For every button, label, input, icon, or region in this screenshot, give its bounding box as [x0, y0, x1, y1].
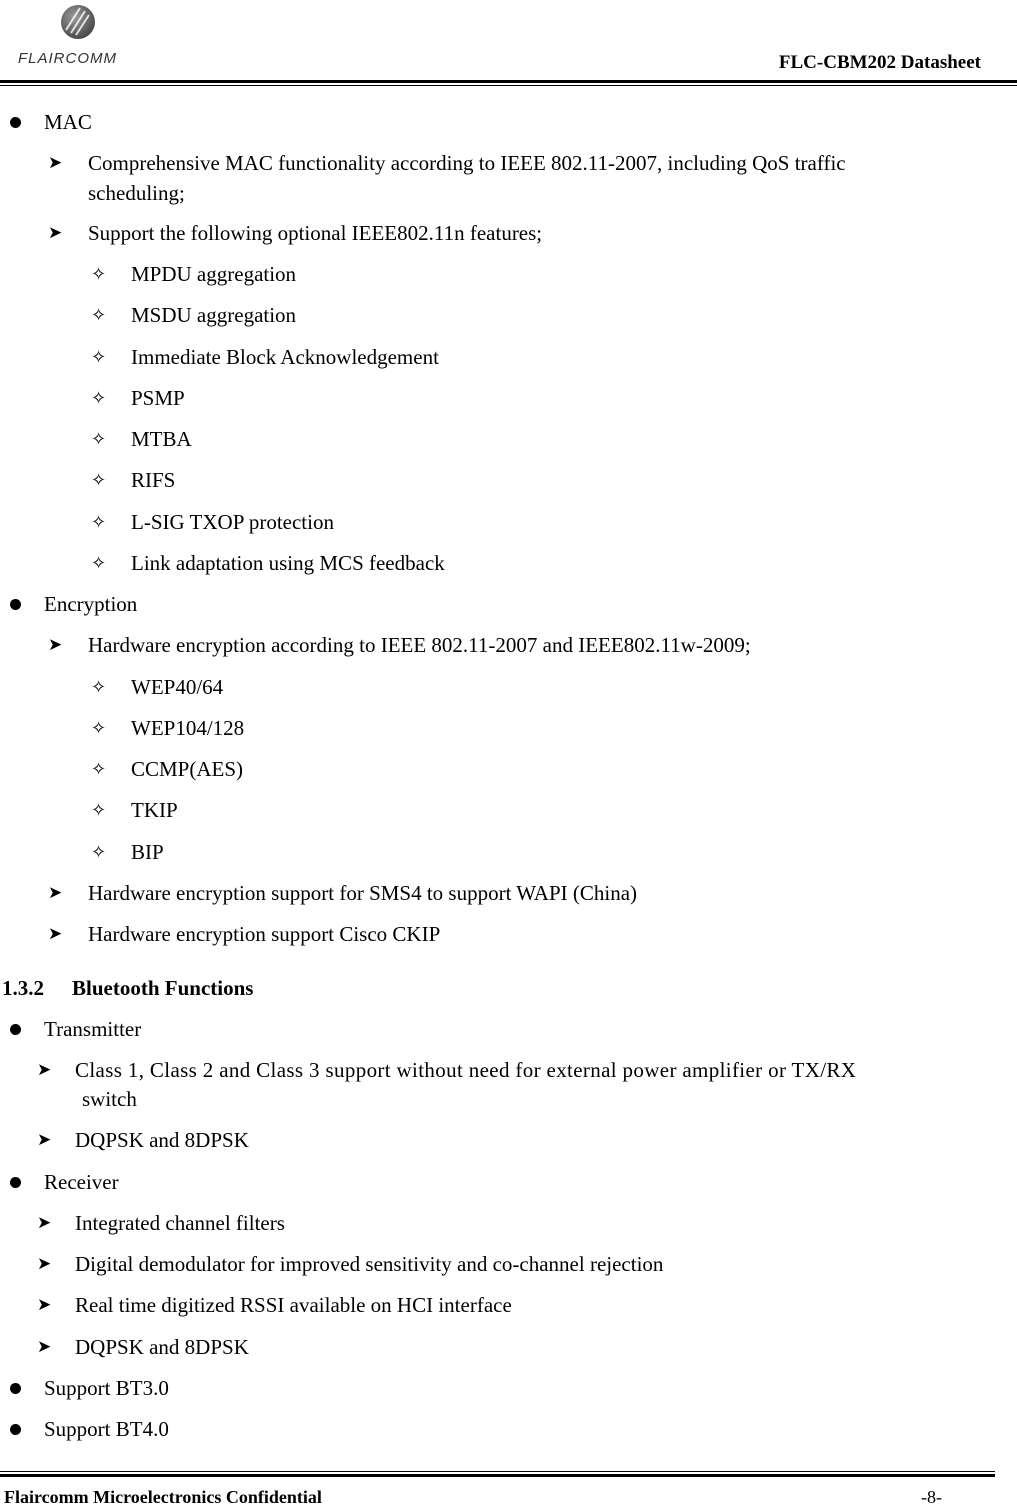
header-rule	[0, 80, 1017, 83]
arrowhead-bullet-icon: ➤	[48, 883, 63, 902]
section-heading	[2, 974, 253, 1002]
arrowhead-bullet-icon: ➤	[48, 635, 63, 654]
list-item	[48, 879, 638, 907]
list-item	[91, 549, 445, 577]
list-item	[91, 714, 245, 742]
header-rule-thin	[0, 85, 1017, 86]
list-item	[91, 301, 297, 329]
item-text: DQPSK and 8DPSK	[75, 1335, 249, 1359]
list-item	[91, 343, 439, 371]
item-text: RIFS	[131, 468, 176, 492]
list-item	[44, 590, 137, 618]
list-item	[48, 149, 846, 177]
four-point-star-bullet-icon: ✧	[91, 388, 107, 408]
item-text: Support BT3.0	[44, 1376, 169, 1400]
item-text: Class 1, Class 2 and Class 3 support without need for external power amplifier or TX/RX	[75, 1058, 857, 1082]
four-point-star-bullet-icon: ✧	[91, 800, 107, 820]
four-point-star-bullet-icon: ✧	[91, 429, 107, 449]
four-point-star-bullet-icon: ✧	[91, 718, 107, 738]
list-item	[37, 1056, 857, 1084]
footer-rule-thin	[0, 1471, 995, 1472]
footer-rule	[0, 1474, 995, 1477]
list-item	[91, 384, 185, 412]
arrowhead-bullet-icon: ➤	[37, 1060, 52, 1079]
list-item	[44, 1415, 169, 1443]
four-point-star-bullet-icon: ✧	[91, 347, 107, 367]
flaircomm-logo	[14, 0, 134, 70]
item-text: Digital demodulator for improved sensitivity and co-channel rejection	[75, 1252, 664, 1276]
list-item	[91, 755, 244, 783]
item-text: Receiver	[44, 1170, 119, 1194]
item-text: WEP40/64	[131, 675, 224, 699]
list-item	[37, 1333, 249, 1361]
list-item	[91, 260, 297, 288]
list-item	[44, 1374, 169, 1402]
list-item	[44, 1015, 141, 1043]
list-item	[91, 425, 192, 453]
four-point-star-bullet-icon: ✧	[91, 305, 107, 325]
section-title: Bluetooth Functions	[72, 976, 254, 1000]
list-item	[44, 108, 92, 136]
arrowhead-bullet-icon: ➤	[48, 223, 63, 242]
arrowhead-bullet-icon: ➤	[37, 1337, 52, 1356]
filled-circle-bullet-icon	[10, 1024, 21, 1035]
arrowhead-bullet-icon: ➤	[37, 1254, 52, 1273]
filled-circle-bullet-icon	[10, 599, 21, 610]
item-text-continued: switch	[82, 1087, 137, 1111]
item-text: BIP	[131, 840, 164, 864]
item-text: WEP104/128	[131, 716, 245, 740]
list-item	[37, 1209, 285, 1237]
item-text: Immediate Block Acknowledgement	[131, 345, 439, 369]
list-item	[91, 508, 334, 536]
item-text: Transmitter	[44, 1017, 142, 1041]
four-point-star-bullet-icon: ✧	[91, 759, 107, 779]
four-point-star-bullet-icon: ✧	[91, 470, 107, 490]
item-text: MSDU aggregation	[131, 303, 297, 327]
list-item	[37, 1126, 249, 1154]
arrowhead-bullet-icon: ➤	[48, 153, 63, 172]
arrowhead-bullet-icon: ➤	[37, 1213, 52, 1232]
list-item	[91, 466, 176, 494]
list-item	[37, 1291, 512, 1319]
list-item	[91, 796, 178, 824]
item-text: TKIP	[131, 798, 178, 822]
list-item	[48, 219, 543, 247]
item-text: Real time digitized RSSI available on HCI interface	[75, 1293, 512, 1317]
item-text: Link adaptation using MCS feedback	[131, 551, 445, 575]
four-point-star-bullet-icon: ✧	[91, 264, 107, 284]
item-text: Comprehensive MAC functionality according to IEEE 802.11-2007, including QoS traffic	[88, 151, 846, 175]
list-item	[91, 838, 164, 866]
item-text: PSMP	[131, 386, 185, 410]
svg-text:FLAIRCOMM: FLAIRCOMM	[18, 50, 117, 67]
item-text: Support BT4.0	[44, 1417, 169, 1441]
item-text: Integrated channel filters	[75, 1211, 285, 1235]
four-point-star-bullet-icon: ✧	[91, 553, 107, 573]
filled-circle-bullet-icon	[10, 1424, 21, 1435]
item-text: Hardware encryption according to IEEE 802.11-2007 and IEEE802.11w-2009;	[88, 633, 751, 657]
item-text: Encryption	[44, 592, 138, 616]
filled-circle-bullet-icon	[10, 1177, 21, 1188]
footer-company: Flaircomm Microelectronics Confidential	[4, 1487, 322, 1507]
item-text: L-SIG TXOP protection	[131, 510, 334, 534]
item-text: MPDU aggregation	[131, 262, 297, 286]
four-point-star-bullet-icon: ✧	[91, 512, 107, 532]
four-point-star-bullet-icon: ✧	[91, 842, 107, 862]
item-text-continued: scheduling;	[88, 181, 185, 205]
section-number: 1.3.2	[2, 976, 44, 1000]
item-text: DQPSK and 8DPSK	[75, 1128, 249, 1152]
item-text: CCMP(AES)	[131, 757, 244, 781]
list-item	[37, 1250, 664, 1278]
four-point-star-bullet-icon: ✧	[91, 677, 107, 697]
arrowhead-bullet-icon: ➤	[48, 924, 63, 943]
arrowhead-bullet-icon: ➤	[37, 1295, 52, 1314]
item-text: MAC	[44, 110, 92, 134]
list-item	[48, 631, 751, 659]
page-number: -8-	[921, 1487, 942, 1507]
item-text: Hardware encryption support Cisco CKIP	[88, 922, 441, 946]
arrowhead-bullet-icon: ➤	[37, 1130, 52, 1149]
item-text: Support the following optional IEEE802.11n features;	[88, 221, 543, 245]
list-item	[44, 1168, 119, 1196]
list-item	[91, 673, 224, 701]
list-item	[48, 920, 441, 948]
item-text: MTBA	[131, 427, 192, 451]
filled-circle-bullet-icon	[10, 117, 21, 128]
item-text: Hardware encryption support for SMS4 to support WAPI (China)	[88, 881, 638, 905]
filled-circle-bullet-icon	[10, 1383, 21, 1394]
document-title: FLC-CBM202 Datasheet	[778, 52, 981, 73]
